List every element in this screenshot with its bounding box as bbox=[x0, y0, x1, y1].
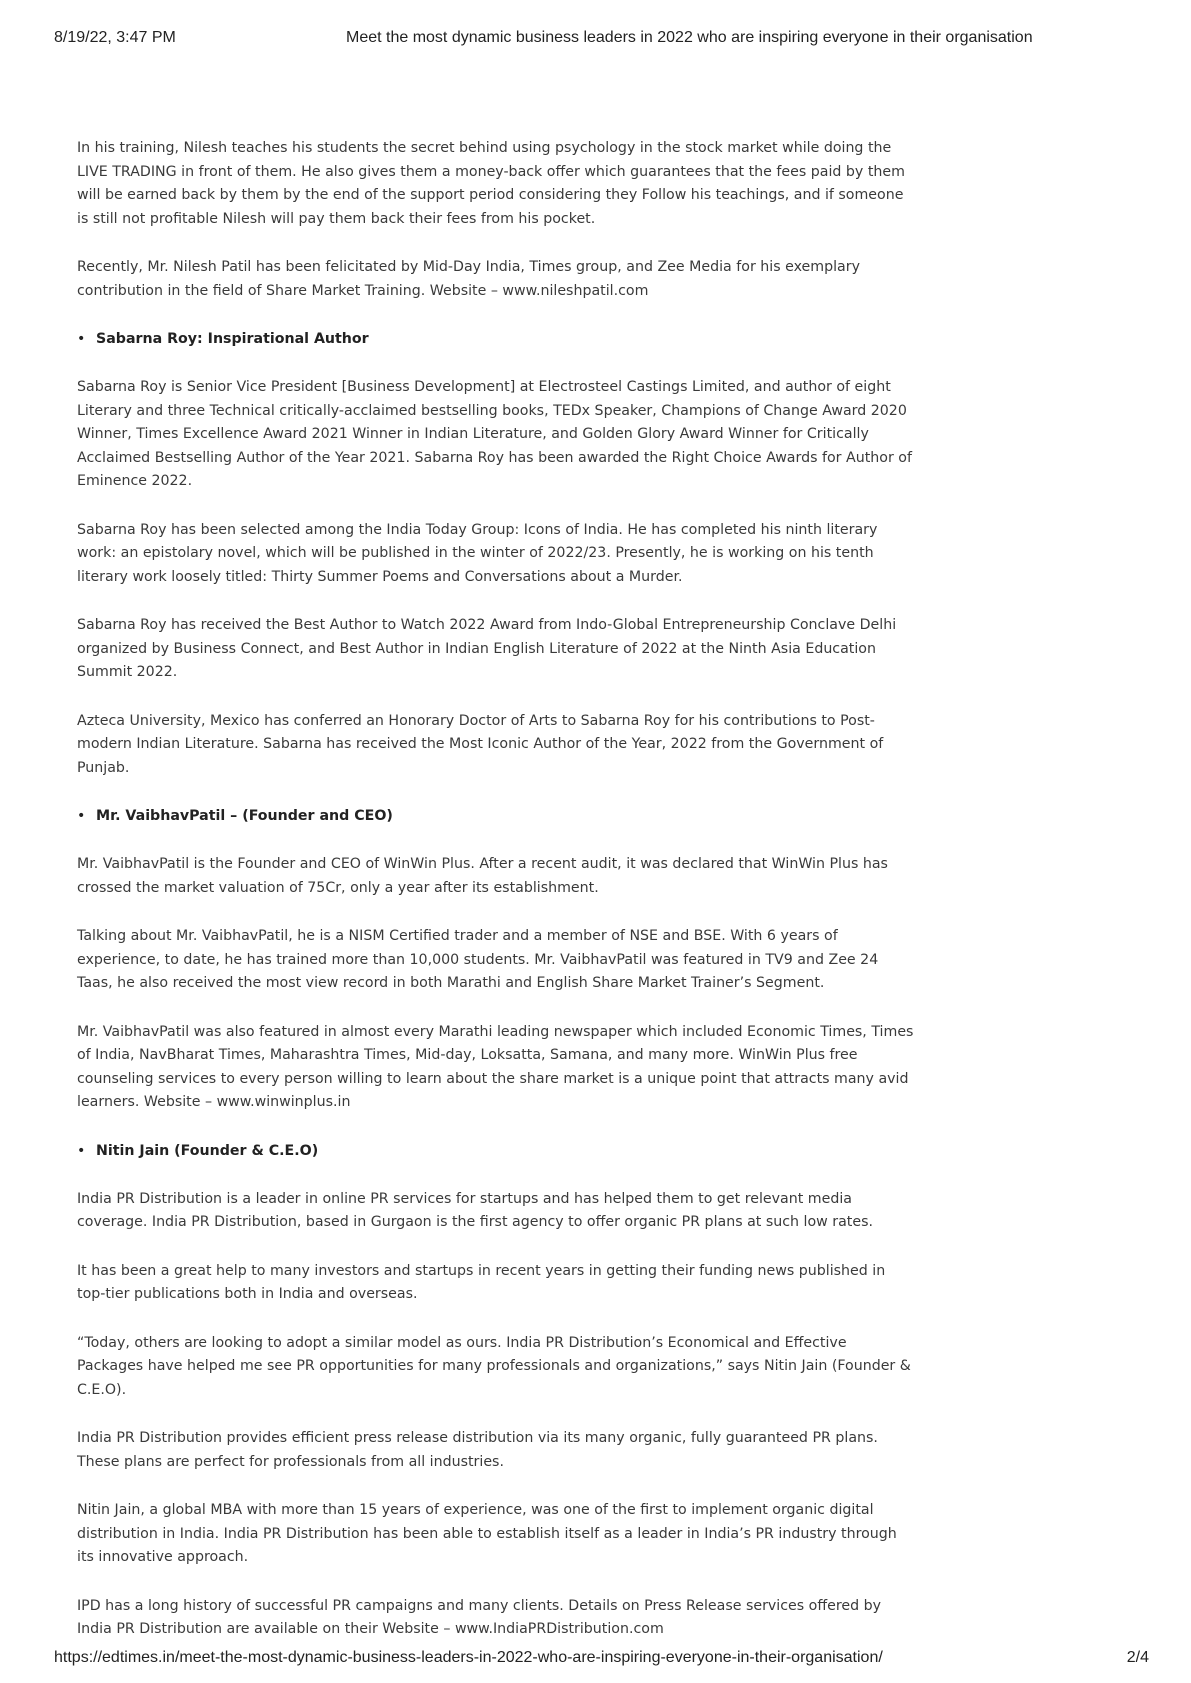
paragraph-vaibhav-featured: Mr. VaibhavPatil was also featured in almost every Marathi leading newspaper which included Economic Times, Times of India, NavBharat Times, Maharashtra Times, Mid-day, Loksatta, Samana, and many more. WinWin Plus free counseling services to every person willing to learn about the share market is a unique point that attracts many avid learners. Website – www.winwinplus.in bbox=[77, 1023, 914, 1110]
paragraph-nilesh-recognition: Recently, Mr. Nilesh Patil has been felicitated by Mid-Day India, Times group, and Zee Media for his exemplary contribution in the field of Share Market Training. Website – www.nileshpatil.com bbox=[77, 259, 860, 299]
print-header bbox=[0, 29, 1191, 51]
paragraph-nitin-quote: “Today, others are looking to adopt a similar model as ours. India PR Distribution’s Economical and Effective Packages have helped me see PR opportunities for many professionals and organizations,” says Nitin Jain (Founder & C.E.O). bbox=[77, 1334, 911, 1398]
paragraph-nitin-ipd-leader: India PR Distribution is a leader in online PR services for startups and has helped them to get relevant media coverage. India PR Distribution, based in Gurgaon is the first agency to offer organic PR plans at such low rates. bbox=[77, 1190, 874, 1230]
section-heading-nitin-jain bbox=[77, 1140, 915, 1163]
paragraph-vaibhav-experience: Talking about Mr. VaibhavPatil, he is a NISM Certified trader and a member of NSE and BSE. With 6 years of experience, to date, he has trained more than 10,000 students. Mr. VaibhavPatil was featured in TV9 and Zee 24 Taas, he also received the most view record in both Marathi and English Share Market Trainer’s Segment. bbox=[77, 928, 879, 991]
print-footer bbox=[0, 1649, 1191, 1671]
section-heading-text: Mr. VaibhavPatil – (Founder and CEO) bbox=[96, 808, 393, 824]
section-heading-vaibhav-patil bbox=[77, 805, 915, 828]
section-heading-text: Sabarna Roy: Inspirational Author bbox=[96, 331, 369, 347]
print-url: https://edtimes.in/meet-the-most-dynamic-business-leaders-in-2022-who-are-inspiring-everyone-in-their-organisation/ bbox=[54, 1649, 883, 1666]
bullet-icon: • bbox=[77, 808, 86, 824]
print-datetime: 8/19/22, 3:47 PM bbox=[54, 29, 176, 46]
section-heading-text: Nitin Jain (Founder & C.E.O) bbox=[96, 1142, 319, 1159]
paragraph-nitin-mba: Nitin Jain, a global MBA with more than 15 years of experience, was one of the first to implement organic digital distribution in India. India PR Distribution has been able to establish itself as a leader in India’s PR industry through its innovative approach. bbox=[77, 1502, 897, 1565]
article-body bbox=[77, 137, 915, 1667]
paragraph-sabarna-bio: Sabarna Roy is Senior Vice President [Business Development] at Electrosteel Castings Limited, and author of eight Literary and three Technical critically-acclaimed bestselling books, TEDx Speaker, Champions of Change Award 2020 Winner, Times Excellence Award 2021 Winner in Indian Literature, and Golden Glory Award Winner for Critically Acclaimed Bestselling Author of the Year 2021. Sabarna Roy has been awarded the Right Choice Awards for Author of Eminence 2022. bbox=[77, 379, 912, 489]
bullet-icon: • bbox=[77, 1142, 86, 1159]
paragraph-sabarna-doctorate: Azteca University, Mexico has conferred an Honorary Doctor of Arts to Sabarna Roy for his contributions to Post-modern Indian Literature. Sabarna has received the Most Iconic Author of the Year, 2022 from the Government of Punjab. bbox=[77, 712, 884, 776]
paragraph-nitin-website: IPD has a long history of successful PR campaigns and many clients. Details on Press Release services offered by India PR Distribution are available on their Website – www.IndiaPRDistribution.com bbox=[77, 1597, 882, 1637]
section-heading-sabarna-roy bbox=[77, 328, 915, 351]
bullet-icon: • bbox=[77, 331, 86, 347]
paragraph-nitin-investors: It has been a great help to many investors and startups in recent years in getting their funding news published in top-tier publications both in India and overseas. bbox=[77, 1262, 886, 1302]
paragraph-nitin-plans: India PR Distribution provides efficient press release distribution via its many organic, fully guaranteed PR plans. These plans are perfect for professionals from all industries. bbox=[77, 1430, 878, 1470]
print-page-title: Meet the most dynamic business leaders in 2022 who are inspiring everyone in their organisation bbox=[346, 29, 1033, 46]
paragraph-vaibhav-winwin: Mr. VaibhavPatil is the Founder and CEO of WinWin Plus. After a recent audit, it was declared that WinWin Plus has crossed the market valuation of 75Cr, only a year after its establishment. bbox=[77, 856, 888, 896]
paragraph-sabarna-awards: Sabarna Roy has received the Best Author to Watch 2022 Award from Indo-Global Entrepreneurship Conclave Delhi organized by Business Connect, and Best Author in Indian English Literature of 2022 at the Ninth Asia Education Summit 2022. bbox=[77, 617, 897, 680]
page-number: 2/4 bbox=[1126, 1649, 1149, 1666]
paragraph-nilesh-training: In his training, Nilesh teaches his students the secret behind using psychology in the stock market while doing the LIVE TRADING in front of them. He also gives them a money-back offer which guarantees that the fees paid by them will be earned back by them by the end of the support period considering they Follow his teachings, and if someone is still not profitable Nilesh will pay them back their fees from his pocket. bbox=[77, 140, 905, 227]
paragraph-sabarna-icons: Sabarna Roy has been selected among the India Today Group: Icons of India. He has completed his ninth literary work: an epistolary novel, which will be published in the winter of 2022/23. Presently, he is working on his tenth literary work loosely titled: Thirty Summer Poems and Conversations about a Murder. bbox=[77, 521, 878, 585]
